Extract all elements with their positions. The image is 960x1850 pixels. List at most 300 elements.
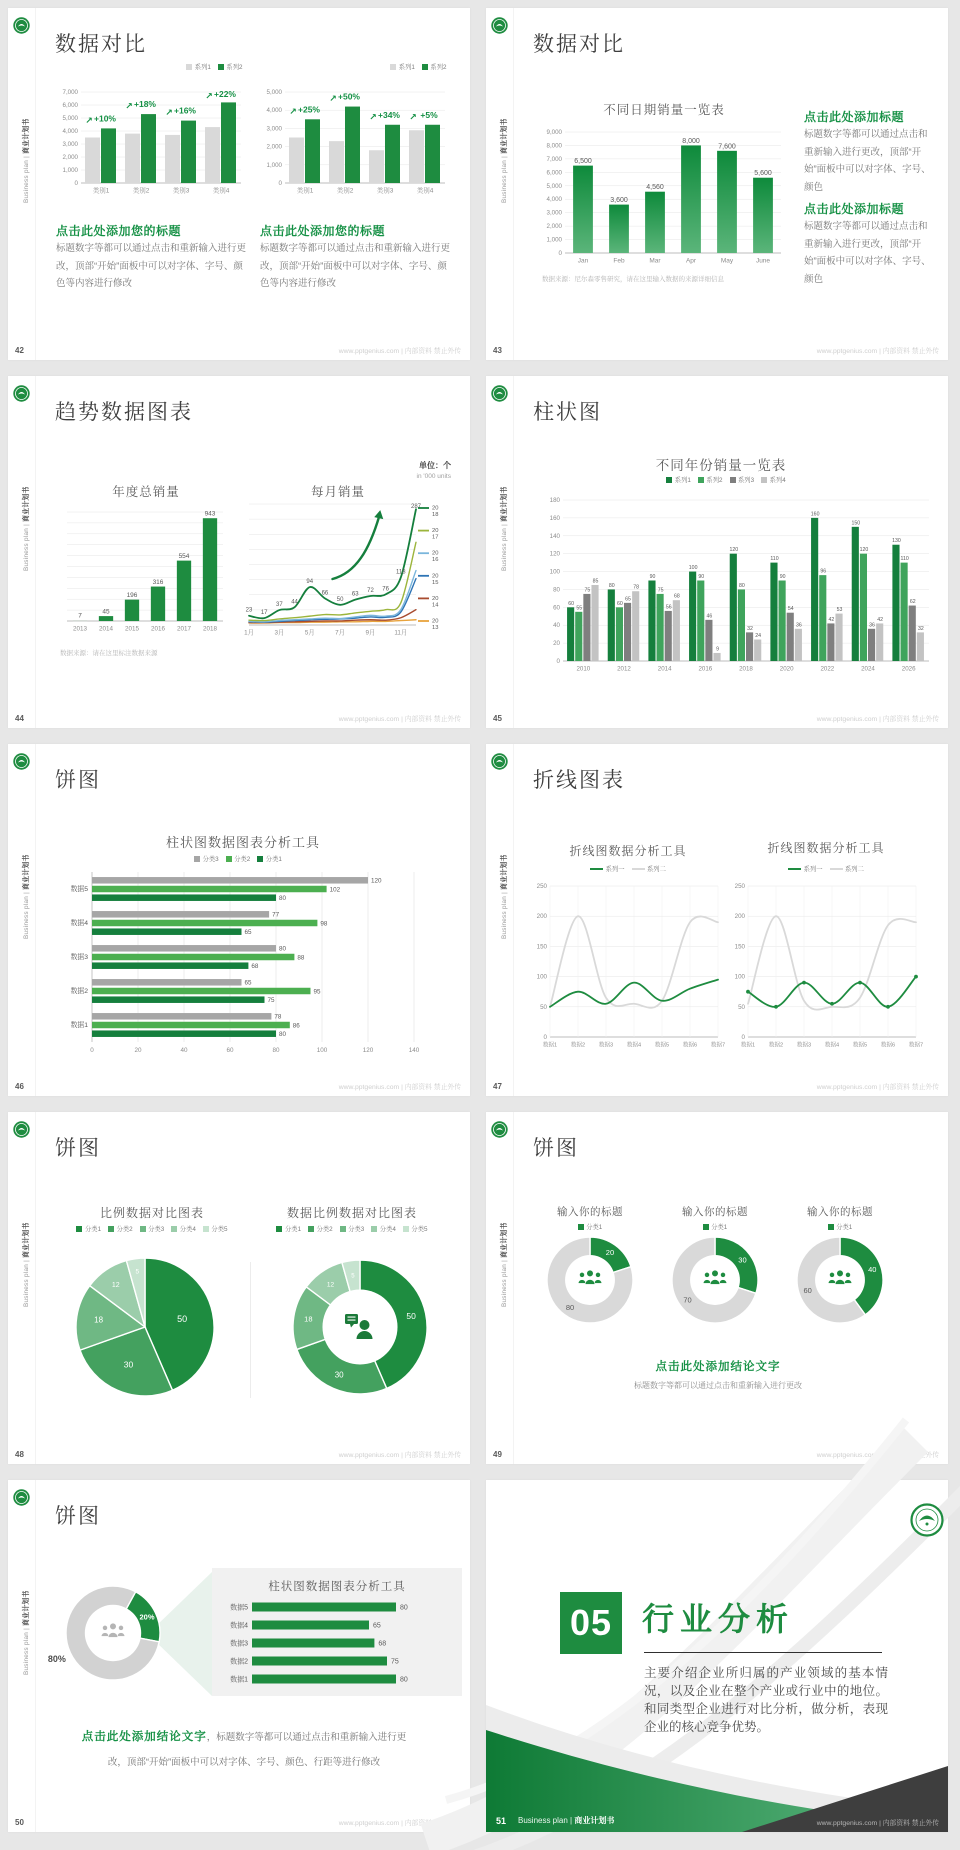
svg-text:20: 20 — [432, 505, 439, 512]
page-number: 43 — [493, 346, 502, 355]
svg-text:55: 55 — [576, 605, 583, 612]
brand-logo-icon — [491, 17, 508, 34]
svg-text:78: 78 — [274, 1013, 282, 1021]
page-number: 50 — [15, 1818, 24, 1827]
svg-text:1,000: 1,000 — [62, 167, 78, 174]
brand-logo-icon — [13, 1489, 30, 1506]
slide-rail — [8, 1112, 36, 1464]
svg-text:2016: 2016 — [698, 665, 713, 673]
chart-legend: 分类1 — [663, 1222, 767, 1240]
svg-text:66: 66 — [321, 590, 329, 597]
svg-text:类别2: 类别2 — [132, 187, 150, 195]
side-brand — [498, 486, 508, 571]
svg-text:2018: 2018 — [202, 625, 218, 633]
svg-text:554: 554 — [178, 553, 190, 561]
text-body: 标题数字等都可以通过点击和重新输入进行更改，顶部“开始”面板中可以对字体、字号、颜色等内容进行修改 — [56, 243, 247, 290]
svg-text:9: 9 — [716, 646, 719, 653]
side-brand-en: Business plan | — [501, 889, 508, 939]
conclusion-text: 点击此处添加结论文字 — [655, 1361, 781, 1373]
slide-49-donut-charts[interactable] — [486, 1112, 948, 1464]
brand-logo-icon — [491, 1121, 508, 1138]
panel-title: 柱状图数据图表分析工具 — [268, 1581, 406, 1593]
brand-logo-icon — [13, 1121, 30, 1138]
text-heading: 点击此处添加标题 — [804, 110, 905, 124]
svg-text:0: 0 — [74, 180, 78, 187]
svg-text:1月: 1月 — [244, 629, 254, 637]
mini-bar-chart — [222, 1596, 452, 1690]
svg-text:180: 180 — [549, 497, 560, 504]
emblem-logo-icon — [909, 1502, 945, 1538]
svg-text:60: 60 — [617, 600, 623, 607]
slide-rail — [8, 8, 36, 360]
svg-text:数据3: 数据3 — [598, 1042, 614, 1049]
donut-chart — [47, 1585, 161, 1681]
side-brand-cn: 商业计划书 — [23, 486, 30, 522]
svg-text:50: 50 — [540, 1003, 547, 1011]
svg-text:100: 100 — [549, 568, 560, 576]
svg-text:↗: ↗ — [409, 111, 417, 122]
svg-text:4,560: 4,560 — [646, 184, 664, 192]
svg-text:数据3: 数据3 — [796, 1042, 812, 1049]
donut-chart — [292, 1259, 428, 1395]
svg-text:数据7: 数据7 — [908, 1042, 924, 1049]
svg-text:3,000: 3,000 — [62, 141, 78, 148]
svg-text:3,000: 3,000 — [546, 209, 562, 217]
svg-text:75: 75 — [657, 587, 664, 594]
brand-logo-icon — [13, 17, 30, 34]
chart-legend: 分类1 分类2 分类3 分类4 分类5 — [48, 1224, 256, 1242]
svg-text:17: 17 — [432, 534, 439, 541]
svg-text:2,000: 2,000 — [546, 223, 562, 231]
svg-text:数据2: 数据2 — [230, 1658, 248, 1666]
line-chart-left — [528, 878, 728, 1050]
divider — [250, 1262, 251, 1398]
svg-text:140: 140 — [408, 1047, 420, 1054]
page-title: 折线图表 — [533, 769, 625, 792]
svg-text:数据5: 数据5 — [70, 886, 88, 893]
svg-text:80: 80 — [739, 582, 745, 589]
svg-text:120: 120 — [549, 550, 560, 558]
yearly-sales-grouped-bar-chart — [538, 488, 934, 674]
side-brand-en: Business plan | — [501, 521, 508, 571]
group-title: 输入你的标题 — [557, 1206, 623, 1218]
svg-text:6,000: 6,000 — [546, 169, 562, 177]
svg-text:4,000: 4,000 — [266, 107, 282, 115]
svg-text:1,000: 1,000 — [546, 236, 562, 244]
svg-text:78: 78 — [633, 584, 640, 591]
side-brand-en: Business plan | — [23, 521, 30, 571]
svg-text:2014: 2014 — [98, 625, 114, 633]
chart-legend: 系列1 系列2 — [56, 62, 246, 80]
side-brand-cn: 商业计划书 — [501, 1222, 508, 1258]
sales-bar-chart — [540, 120, 786, 266]
svg-text:77: 77 — [272, 911, 280, 919]
side-brand — [20, 118, 30, 203]
svg-text:数据4: 数据4 — [70, 920, 88, 927]
footer-url: www.pptgenius.com | 内部资料 禁止外传 — [338, 1820, 461, 1827]
chart-title: 不同日期销量一览表 — [603, 103, 725, 117]
svg-text:20: 20 — [432, 573, 439, 580]
chart-title: 年度总销量 — [112, 485, 180, 499]
brand-logo-icon — [491, 385, 508, 402]
svg-text:数据4: 数据4 — [626, 1042, 642, 1049]
svg-text:110: 110 — [770, 556, 779, 563]
svg-text:65: 65 — [373, 1622, 381, 1630]
svg-text:+10%: +10% — [94, 113, 116, 124]
svg-text:↗: ↗ — [205, 91, 213, 101]
svg-text:40: 40 — [868, 1265, 877, 1275]
brand-logo-icon — [13, 753, 30, 770]
svg-text:118: 118 — [396, 569, 406, 576]
donut-chart-3 — [796, 1236, 884, 1324]
svg-text:65: 65 — [244, 979, 252, 987]
svg-text:20: 20 — [432, 528, 439, 535]
svg-text:Mar: Mar — [649, 257, 661, 265]
footer-url: www.pptgenius.com | 内部资料 禁止外传 — [338, 348, 461, 355]
svg-text:56: 56 — [665, 604, 672, 611]
text-body: 标题数字等都可以通过点击和重新输入进行更改，顶部“开始”面板中可以对字体、字号、颜色 — [804, 221, 931, 285]
svg-text:11月: 11月 — [394, 629, 408, 637]
svg-text:100: 100 — [316, 1047, 328, 1054]
footer-url: www.pptgenius.com | 内部资料 禁止外传 — [816, 1820, 939, 1827]
slide-50-donut-and-bars[interactable] — [8, 1480, 470, 1832]
funnel-connector — [158, 1572, 212, 1696]
svg-text:20: 20 — [134, 1047, 142, 1054]
svg-text:17: 17 — [260, 610, 268, 617]
svg-text:80: 80 — [272, 1047, 280, 1054]
svg-text:150: 150 — [734, 943, 745, 951]
svg-text:60: 60 — [226, 1047, 234, 1054]
page-number: 48 — [15, 1450, 24, 1459]
svg-text:100: 100 — [734, 973, 745, 981]
page-title: 数据对比 — [533, 33, 625, 56]
footer-url: www.pptgenius.com | 内部资料 禁止外传 — [816, 348, 939, 355]
svg-text:4,000: 4,000 — [62, 128, 78, 135]
svg-text:20: 20 — [605, 1248, 615, 1258]
unit-label-cn: 单位：个 — [419, 461, 451, 470]
svg-text:2014: 2014 — [657, 665, 672, 673]
svg-text:20: 20 — [432, 595, 439, 602]
page-number: 46 — [15, 1082, 24, 1091]
slide-42-data-comparison[interactable] — [8, 8, 470, 360]
svg-text:32: 32 — [917, 625, 924, 632]
svg-text:20: 20 — [553, 640, 560, 648]
svg-text:数据4: 数据4 — [824, 1042, 840, 1049]
side-brand — [20, 854, 30, 939]
svg-text:3月: 3月 — [274, 629, 285, 637]
page-number: 42 — [15, 346, 24, 355]
slide-45-column-chart[interactable] — [486, 376, 948, 728]
svg-text:数据1: 数据1 — [542, 1042, 558, 1049]
slide-rail — [8, 744, 36, 1096]
side-brand — [20, 1222, 30, 1307]
svg-text:250: 250 — [734, 883, 745, 890]
svg-text:Jan: Jan — [577, 257, 589, 265]
slide-47-line-charts[interactable] — [486, 744, 948, 1096]
chart-title: 不同年份销量一览表 — [655, 458, 787, 473]
svg-text:5: 5 — [351, 1273, 355, 1280]
slide-44-trend-charts[interactable] — [8, 376, 470, 728]
svg-text:3,600: 3,600 — [610, 197, 628, 205]
grouped-bar-chart-left — [56, 74, 246, 196]
svg-text:9月: 9月 — [365, 629, 376, 637]
slide-46-pie-chart-page[interactable] — [8, 744, 470, 1096]
svg-text:37: 37 — [276, 602, 283, 609]
svg-text:7,000: 7,000 — [546, 155, 562, 163]
svg-text:53: 53 — [836, 607, 843, 614]
svg-text:102: 102 — [329, 886, 341, 894]
section-paragraph: 主要介绍企业所归属的产业领域的基本情况，以及企业在整个产业或行业中的地位。和同类型企业进行对比分析，做分析，表现企业的核心竞争优势。 — [644, 1666, 888, 1735]
line-chart-right — [726, 878, 926, 1050]
svg-text:7月: 7月 — [335, 629, 345, 637]
svg-text:40: 40 — [553, 622, 560, 630]
svg-text:110: 110 — [900, 556, 909, 563]
svg-text:2024: 2024 — [861, 665, 875, 673]
svg-text:200: 200 — [734, 913, 745, 921]
side-brand — [498, 118, 508, 203]
svg-text:9,000: 9,000 — [546, 129, 562, 136]
svg-text:42: 42 — [828, 616, 835, 623]
svg-text:类别4: 类别4 — [416, 187, 434, 195]
svg-text:数据2: 数据2 — [768, 1042, 784, 1049]
svg-text:30: 30 — [334, 1370, 344, 1380]
footer-url: www.pptgenius.com | 内部资料 禁止外传 — [816, 1452, 939, 1459]
svg-text:86: 86 — [292, 1022, 300, 1030]
svg-text:数据2: 数据2 — [570, 1042, 586, 1049]
svg-text:120: 120 — [729, 547, 739, 554]
group-title: 输入你的标题 — [682, 1206, 748, 1218]
svg-text:80: 80 — [400, 1676, 408, 1684]
svg-text:5: 5 — [135, 1268, 140, 1276]
svg-text:95: 95 — [313, 988, 321, 996]
slide-rail — [486, 376, 514, 728]
svg-text:200: 200 — [536, 913, 547, 921]
side-brand-cn: 商业计划书 — [501, 854, 508, 890]
svg-text:12: 12 — [326, 1281, 335, 1289]
data-source-note: 数据来源：尼尔森零售研究，请在这里输入数据的来源详细信息 — [542, 276, 724, 283]
svg-text:5,000: 5,000 — [62, 115, 78, 122]
svg-text:85: 85 — [592, 578, 599, 585]
svg-text:150: 150 — [536, 943, 547, 951]
text-body: 标题数字等都可以通过点击和重新输入进行更改，顶部“开始”面板中可以对字体、字号、颜色 — [804, 129, 931, 193]
svg-text:30: 30 — [738, 1255, 747, 1265]
svg-text:数据1: 数据1 — [740, 1042, 756, 1049]
svg-text:36: 36 — [795, 622, 802, 629]
chart-title: 折线图数据分析工具 — [767, 841, 885, 855]
svg-text:5,000: 5,000 — [546, 182, 562, 190]
svg-text:46: 46 — [706, 613, 713, 620]
side-brand-cn: 商业计划书 — [23, 1222, 30, 1258]
svg-text:60: 60 — [803, 1285, 812, 1295]
side-brand-cn: 商业计划书 — [23, 118, 30, 154]
svg-text:+50%: +50% — [338, 91, 360, 102]
svg-text:36: 36 — [869, 622, 875, 629]
svg-text:23: 23 — [245, 607, 253, 614]
svg-text:75: 75 — [391, 1658, 399, 1666]
svg-text:2026: 2026 — [901, 665, 916, 673]
brand-logo-icon — [13, 385, 30, 402]
footer-url: www.pptgenius.com | 内部资料 禁止外传 — [816, 1084, 939, 1091]
page-title: 饼图 — [55, 1505, 101, 1528]
svg-text:20: 20 — [432, 550, 439, 557]
svg-text:+16%: +16% — [174, 105, 196, 116]
side-brand-cn: 商业计划书 — [501, 118, 508, 154]
slide-43-data-comparison[interactable] — [486, 8, 948, 360]
svg-text:Feb: Feb — [613, 257, 625, 265]
slide-rail — [486, 8, 514, 360]
svg-text:2013: 2013 — [72, 625, 88, 633]
svg-text:类别2: 类别2 — [336, 187, 354, 195]
svg-text:2018: 2018 — [739, 665, 753, 673]
svg-text:↗: ↗ — [289, 106, 297, 117]
svg-text:20: 20 — [432, 618, 439, 625]
svg-text:4,000: 4,000 — [546, 196, 562, 204]
slide-rail — [486, 1112, 514, 1464]
page-title: 趋势数据图表 — [55, 401, 193, 424]
page-number: 51 — [496, 1816, 507, 1826]
svg-text:62: 62 — [909, 599, 916, 606]
side-brand-en: Business plan | — [23, 889, 30, 939]
svg-text:5月: 5月 — [304, 629, 315, 637]
svg-text:0: 0 — [558, 250, 562, 257]
chart-title: 每月销量 — [310, 485, 365, 499]
slide-51-section-cover[interactable] — [486, 1480, 948, 1832]
chart-legend: 分类3 分类2 分类1 — [88, 854, 388, 872]
side-brand — [20, 1590, 30, 1675]
chart-title: 数据比例数据对比图表 — [286, 1206, 417, 1220]
svg-text:13: 13 — [432, 625, 439, 631]
unit-label-en: in '000 units — [416, 473, 451, 480]
side-brand-cn: 商业计划书 — [501, 486, 508, 522]
data-source-note: 数据来源：请在这里标注数据来源 — [60, 650, 158, 657]
svg-text:+22%: +22% — [214, 89, 236, 99]
svg-text:18: 18 — [304, 1314, 313, 1324]
svg-text:98: 98 — [320, 920, 328, 928]
grouped-bar-chart-right — [260, 74, 450, 196]
footer-brand-en: Business plan | — [518, 1816, 575, 1825]
svg-text:+18%: +18% — [134, 99, 156, 110]
side-brand-cn: 商业计划书 — [23, 1590, 30, 1626]
side-brand — [498, 1222, 508, 1307]
footer-brand-cn: 商业计划书 — [574, 1816, 615, 1825]
svg-text:316: 316 — [152, 579, 164, 587]
side-brand-en: Business plan | — [23, 1625, 30, 1675]
svg-text:60: 60 — [553, 604, 560, 612]
chart-legend: 系列1 系列2 系列3 系列4 — [546, 475, 906, 493]
text-heading: 点击此处添加标题 — [804, 202, 905, 216]
page-title: 饼图 — [533, 1137, 579, 1160]
side-brand-en: Business plan | — [501, 153, 508, 203]
cover-background-swoosh — [486, 1480, 948, 1832]
svg-text:类别1: 类别1 — [92, 187, 110, 195]
svg-text:8,000: 8,000 — [682, 137, 700, 145]
svg-text:140: 140 — [549, 532, 560, 540]
text-heading: 点击此处添加您的标题 — [260, 224, 386, 238]
svg-text:40: 40 — [180, 1047, 188, 1054]
annual-sales-bar-chart — [58, 500, 228, 634]
svg-text:类别4: 类别4 — [212, 187, 230, 195]
group-title: 输入你的标题 — [807, 1206, 873, 1218]
svg-text:3,000: 3,000 — [266, 125, 282, 133]
svg-text:30: 30 — [123, 1359, 134, 1370]
footer-url: www.pptgenius.com | 内部资料 禁止外传 — [338, 1452, 461, 1459]
page-number: 47 — [493, 1082, 502, 1091]
donut-chart-2 — [671, 1236, 759, 1324]
svg-text:50: 50 — [177, 1313, 188, 1324]
svg-text:15: 15 — [432, 579, 439, 586]
slide-rail — [8, 376, 36, 728]
svg-text:70: 70 — [683, 1295, 692, 1305]
svg-text:+34%: +34% — [378, 109, 400, 120]
svg-text:2,000: 2,000 — [62, 154, 78, 161]
svg-text:数据2: 数据2 — [70, 988, 88, 995]
svg-text:↗: ↗ — [85, 115, 93, 126]
svg-text:+25%: +25% — [298, 104, 320, 115]
monthly-sales-line-chart — [240, 496, 452, 638]
side-brand — [20, 486, 30, 571]
svg-text:2020: 2020 — [779, 665, 794, 673]
svg-text:150: 150 — [851, 520, 861, 527]
svg-text:50: 50 — [336, 596, 344, 603]
svg-text:12: 12 — [111, 1281, 120, 1289]
svg-text:94: 94 — [306, 579, 314, 586]
svg-text:18: 18 — [432, 512, 439, 518]
slide-48-pie-charts[interactable] — [8, 1112, 470, 1464]
svg-text:2012: 2012 — [617, 665, 631, 673]
svg-text:8,000: 8,000 — [546, 142, 562, 150]
side-brand-en: Business plan | — [501, 1257, 508, 1307]
svg-text:0: 0 — [556, 658, 560, 665]
svg-text:68: 68 — [378, 1640, 387, 1648]
svg-text:42: 42 — [877, 616, 884, 623]
svg-text:Apr: Apr — [685, 257, 697, 265]
svg-text:7: 7 — [78, 612, 82, 620]
section-title: 行业分析 — [642, 1601, 795, 1637]
page-title: 饼图 — [55, 769, 101, 792]
svg-text:数据5: 数据5 — [230, 1604, 248, 1612]
svg-text:80: 80 — [279, 1030, 287, 1038]
svg-text:+5%: +5% — [420, 109, 438, 120]
text-heading: 点击此处添加您的标题 — [56, 224, 182, 238]
svg-text:2010: 2010 — [576, 665, 591, 673]
svg-text:2022: 2022 — [820, 665, 835, 673]
svg-text:数据1: 数据1 — [70, 1022, 88, 1029]
conclusion-text: 点击此处添加结论文字 — [81, 1731, 207, 1743]
svg-text:50: 50 — [738, 1003, 745, 1011]
svg-text:24: 24 — [755, 633, 762, 640]
pie-chart — [75, 1257, 215, 1397]
footer-url: www.pptgenius.com | 内部资料 禁止外传 — [816, 716, 939, 723]
svg-text:120: 120 — [362, 1047, 374, 1054]
chart-legend: 分类1 — [788, 1222, 892, 1240]
conclusion-paragraph — [74, 1724, 414, 1774]
svg-text:0: 0 — [278, 180, 282, 187]
chart-legend: 系列一 系列二 — [724, 864, 928, 882]
slide-rail — [486, 744, 514, 1096]
chart-legend: 分类1 — [538, 1222, 642, 1240]
svg-text:类别3: 类别3 — [376, 187, 394, 195]
svg-text:943: 943 — [204, 510, 216, 518]
svg-text:96: 96 — [820, 568, 827, 575]
text-body: 标题数字等都可以通过点击和重新输入进行更改，顶部“开始”面板中可以对字体、字号、颜色等内容进行修改 — [260, 243, 451, 290]
svg-text:数据7: 数据7 — [710, 1042, 726, 1049]
svg-text:80: 80 — [565, 1302, 575, 1312]
svg-text:250: 250 — [536, 883, 547, 890]
horizontal-bar-chart — [62, 868, 436, 1056]
page-title: 柱状图 — [533, 401, 602, 424]
svg-text:90: 90 — [779, 574, 786, 580]
donut-chart-1 — [546, 1236, 634, 1324]
